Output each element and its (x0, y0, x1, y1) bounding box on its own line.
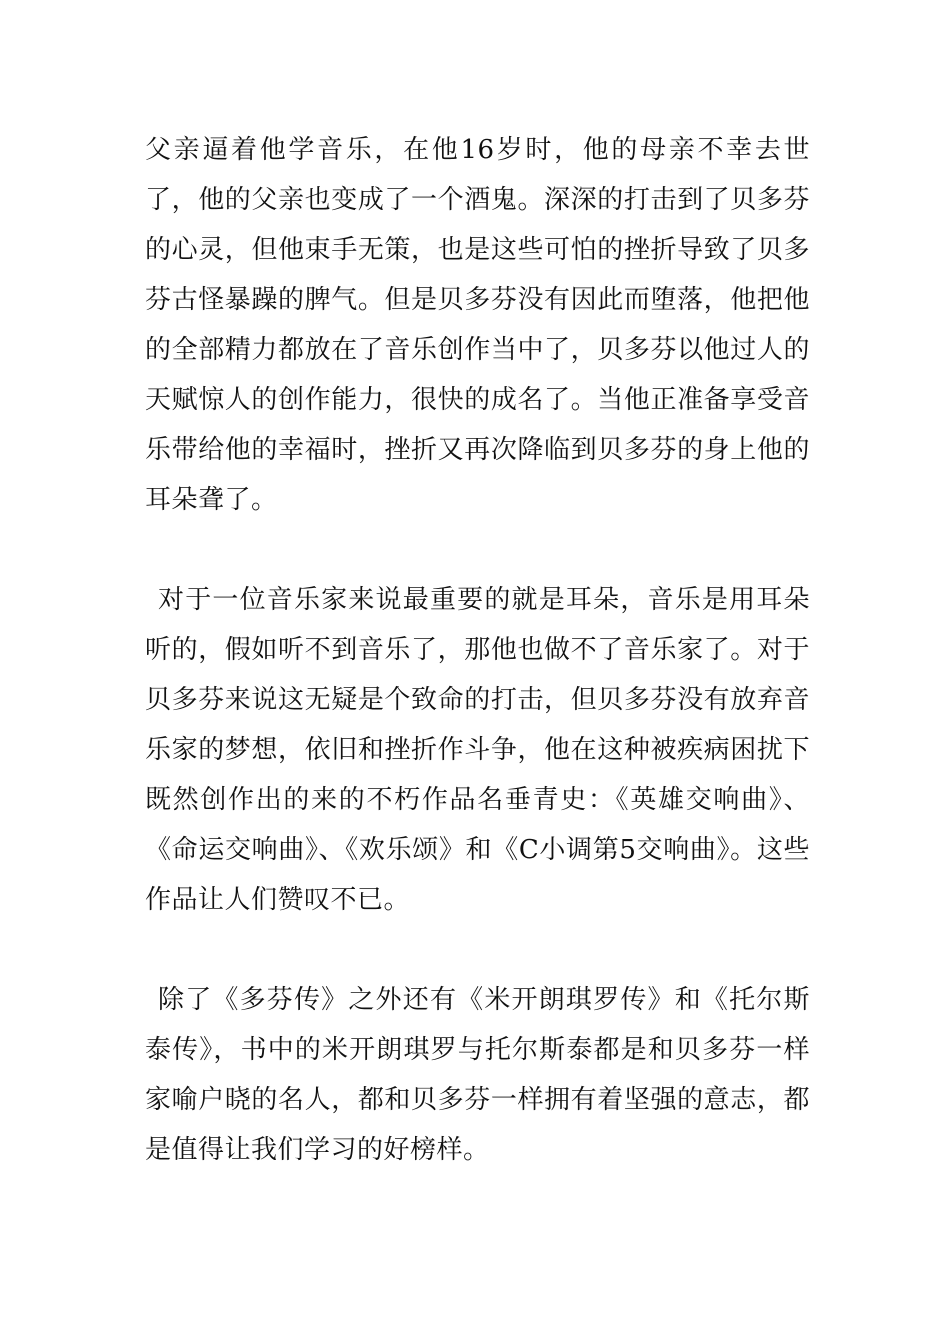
paragraph-3: 除了《多芬传》之外还有《米开朗琪罗传》和《托尔斯泰传》，书中的米开朗琪罗与托尔斯泰都是和贝多芬一样家喻户晓的名人，都和贝多芬一样拥有着坚强的意志，都是值得让我们学习的好榜样。 (145, 985, 810, 1165)
document-body (145, 125, 810, 1175)
paragraph-2: 对于一位音乐家来说最重要的就是耳朵，音乐是用耳朵听的，假如听不到音乐了，那他也做不了音乐家了。对于贝多芬来说这无疑是个致命的打击，但贝多芬没有放弃音乐家的梦想，依旧和挫折作斗争，他在这种被疾病困扰下既然创作出的来的不朽作品名垂青史：《英雄交响曲》、《命运交响曲》、《欢乐颂》和《C小调第5交响曲》。这些作品让人们赞叹不已。 (145, 585, 810, 915)
paragraph-1: 父亲逼着他学音乐，在他16岁时，他的母亲不幸去世了，他的父亲也变成了一个酒鬼。深深的打击到了贝多芬的心灵，但他束手无策，也是这些可怕的挫折导致了贝多芬古怪暴躁的脾气。但是贝多芬没有因此而堕落，他把他的全部精力都放在了音乐创作当中了，贝多芬以他过人的天赋惊人的创作能力，很快的成名了。当他正准备享受音乐带给他的幸福时，挫折又再次降临到贝多芬的身上他的耳朵聋了。 (145, 135, 810, 515)
